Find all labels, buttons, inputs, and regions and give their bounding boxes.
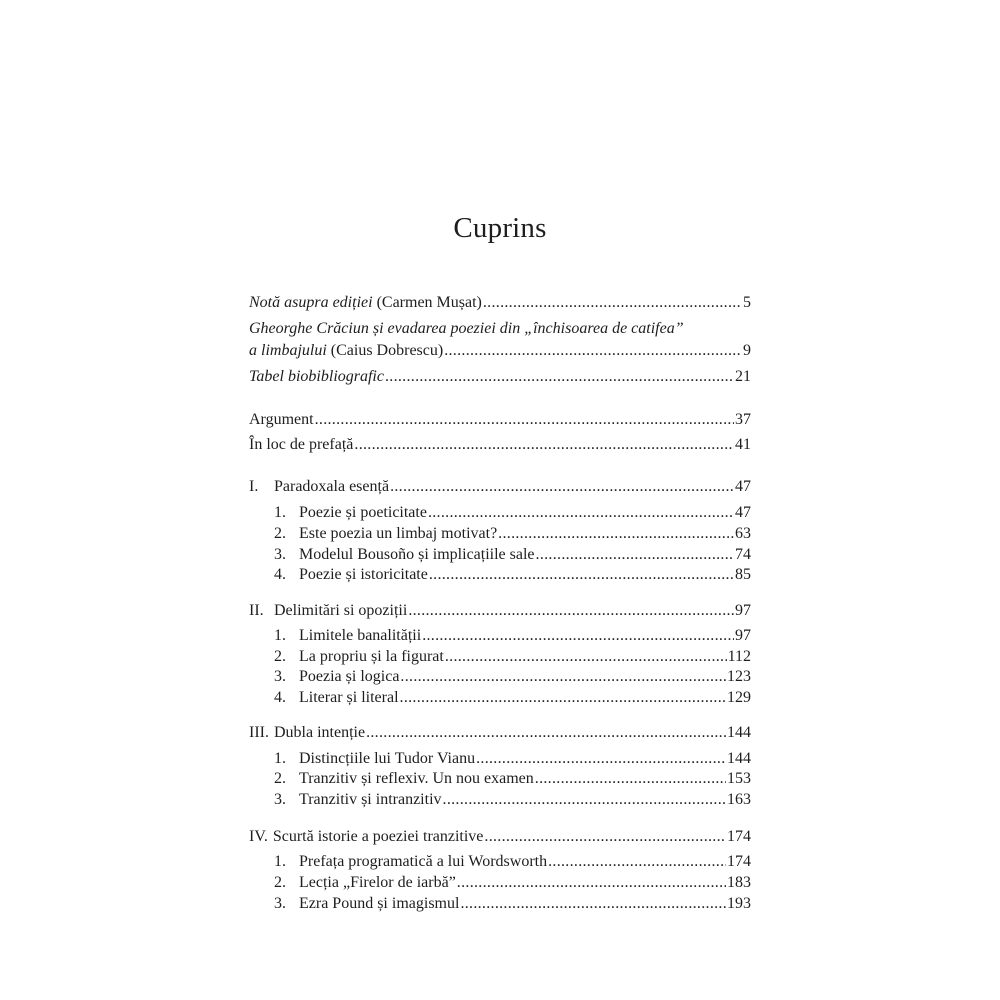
- toc-entry-label: Tabel biobibliografic: [249, 368, 384, 385]
- toc-entry-label: Notă asupra ediției (Carmen Mușat): [249, 294, 482, 311]
- section-number: 2.: [274, 874, 286, 891]
- toc-entry-page: 47: [735, 504, 751, 521]
- section-number: 2.: [274, 770, 286, 787]
- toc-entry-page: 9: [743, 342, 751, 359]
- section-title: La propriu și la figurat: [299, 648, 444, 665]
- chapter-number: I.: [249, 478, 259, 495]
- toc-section[interactable]: [274, 872, 751, 894]
- dot-leader: [548, 851, 726, 873]
- section-number: 1.: [274, 504, 286, 521]
- toc-section[interactable]: [274, 748, 751, 770]
- dot-leader: [484, 826, 726, 848]
- toc-entry-label: În loc de prefață: [249, 436, 354, 453]
- toc-entry-page: 163: [727, 791, 751, 808]
- dot-leader: [483, 292, 742, 314]
- toc-chapter-2[interactable]: [249, 600, 751, 622]
- toc-entry-page: 85: [735, 566, 751, 583]
- section-title: Poezia și logica: [299, 668, 400, 685]
- toc-entry-editorial-note[interactable]: [249, 292, 751, 314]
- dot-leader: [476, 748, 726, 770]
- dot-leader: [408, 600, 734, 622]
- dot-leader: [429, 564, 734, 586]
- toc-section[interactable]: [274, 893, 751, 915]
- section-number: 4.: [274, 566, 286, 583]
- dot-leader: [354, 434, 734, 456]
- toc-entry-label: a limbajului (Caius Dobrescu): [249, 342, 444, 359]
- dot-leader: [390, 476, 734, 498]
- chapter-number: II.: [249, 602, 264, 619]
- dot-leader: [422, 625, 734, 647]
- toc-entry-page: 97: [735, 627, 751, 644]
- chapter-title: Paradoxala esență: [274, 478, 390, 495]
- toc-entry-page: 174: [727, 853, 751, 870]
- toc-entry-page: 74: [735, 546, 751, 563]
- toc-chapter-4[interactable]: [249, 826, 751, 848]
- dot-leader: [460, 893, 726, 915]
- toc-entry-page: 63: [735, 525, 751, 542]
- section-title: Tranzitiv și intranzitiv: [299, 791, 442, 808]
- toc-section[interactable]: [274, 789, 751, 811]
- toc-entry-page: 47: [735, 478, 751, 495]
- section-number: 2.: [274, 525, 286, 542]
- toc-entry-argument[interactable]: [249, 409, 751, 431]
- section-number: 4.: [274, 689, 286, 706]
- toc-entry-page: 153: [727, 770, 751, 787]
- chapter-title: Dubla intenție: [273, 724, 366, 741]
- toc-entry-page: 193: [727, 895, 751, 912]
- dot-leader: [457, 872, 726, 894]
- section-title: Limitele banalității: [299, 627, 422, 644]
- chapter-number: III.: [249, 724, 269, 741]
- toc-entry-page: 41: [735, 436, 751, 453]
- dot-leader: [400, 687, 726, 709]
- toc-chapter-3[interactable]: [249, 722, 751, 744]
- dot-leader: [445, 646, 727, 668]
- toc-section[interactable]: [274, 851, 751, 873]
- section-number: 1.: [274, 750, 286, 767]
- dot-leader: [536, 544, 734, 566]
- section-title: Tranzitiv și reflexiv. Un nou examen: [299, 770, 534, 787]
- toc-entry-page: 5: [743, 294, 751, 311]
- toc-section[interactable]: [274, 564, 751, 586]
- dot-leader: [428, 502, 734, 524]
- dot-leader: [535, 768, 726, 790]
- dot-leader: [315, 409, 734, 431]
- toc-entry-page: 174: [727, 828, 751, 845]
- toc-section[interactable]: [274, 544, 751, 566]
- section-title: Ezra Pound și imagismul: [299, 895, 460, 912]
- table-of-contents: [249, 0, 751, 1000]
- section-number: 2.: [274, 648, 286, 665]
- section-number: 1.: [274, 627, 286, 644]
- toc-entry-study-line1[interactable]: [249, 318, 751, 340]
- toc-entry-page: 123: [727, 668, 751, 685]
- toc-section[interactable]: [274, 625, 751, 647]
- toc-section[interactable]: [274, 666, 751, 688]
- section-title: Prefața programatică a lui Wordsworth: [299, 853, 548, 870]
- toc-section[interactable]: [274, 523, 751, 545]
- toc-entry-page: 97: [735, 602, 751, 619]
- toc-entry-study[interactable]: [249, 340, 751, 362]
- section-number: 3.: [274, 895, 286, 912]
- toc-chapter-1[interactable]: [249, 476, 751, 498]
- section-title: Este poezia un limbaj motivat?: [299, 525, 498, 542]
- chapter-number: IV.: [249, 828, 268, 845]
- toc-entry-page: 144: [727, 724, 751, 741]
- toc-entry-page: 21: [735, 368, 751, 385]
- section-number: 3.: [274, 791, 286, 808]
- section-number: 1.: [274, 853, 286, 870]
- chapter-title: Delimitări si opoziții: [274, 602, 408, 619]
- toc-entry-chronology[interactable]: [249, 366, 751, 388]
- chapter-title: Scurtă istorie a poeziei tranzitive: [272, 828, 484, 845]
- toc-entry-preface[interactable]: [249, 434, 751, 456]
- toc-entry-page: 129: [727, 689, 751, 706]
- dot-leader: [385, 366, 734, 388]
- section-title: Poezie și istoricitate: [299, 566, 428, 583]
- toc-entry-page: 144: [727, 750, 751, 767]
- toc-section[interactable]: [274, 687, 751, 709]
- toc-entry-page: 37: [735, 411, 751, 428]
- toc-entry-page: 112: [727, 648, 751, 665]
- section-number: 3.: [274, 546, 286, 563]
- section-title: Modelul Bousoño și implicațiile sale: [299, 546, 535, 563]
- dot-leader: [366, 722, 726, 744]
- page-title: Cuprins: [453, 212, 547, 244]
- toc-section[interactable]: [274, 768, 751, 790]
- section-title: Distincțiile lui Tudor Vianu: [299, 750, 476, 767]
- toc-section[interactable]: [274, 502, 751, 524]
- toc-section[interactable]: [274, 646, 751, 668]
- dot-leader: [400, 666, 726, 688]
- toc-entry-label: Argument: [249, 411, 314, 428]
- section-number: 3.: [274, 668, 286, 685]
- section-title: Lecția „Firelor de iarbă”: [299, 874, 456, 891]
- dot-leader: [444, 340, 742, 362]
- section-title: Literar și literal: [299, 689, 399, 706]
- toc-entry-page: 183: [727, 874, 751, 891]
- dot-leader: [498, 523, 734, 545]
- dot-leader: [443, 789, 726, 811]
- toc-entry-label: Gheorghe Crăciun și evadarea poeziei din „închisoarea de catifea”: [249, 320, 684, 337]
- section-title: Poezie și poeticitate: [299, 504, 427, 521]
